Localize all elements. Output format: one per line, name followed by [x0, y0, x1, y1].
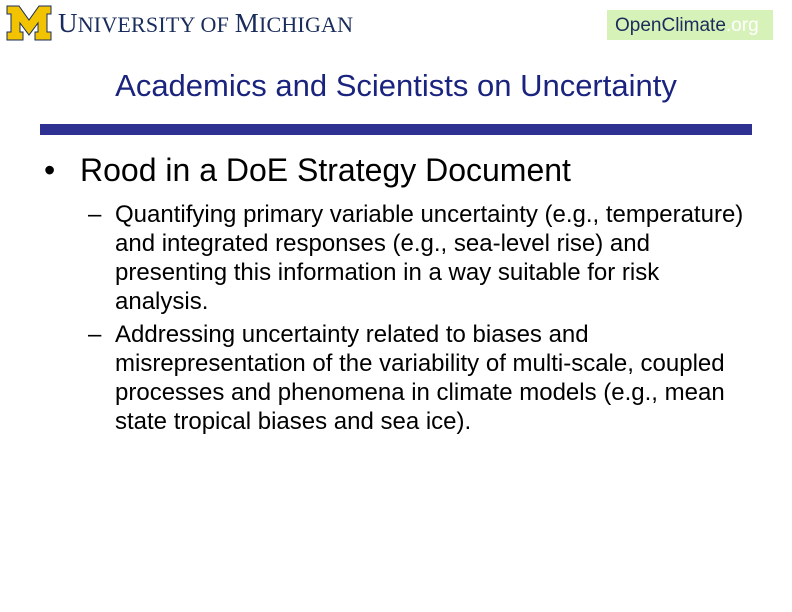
sub-bullet-list — [88, 200, 748, 440]
sub-bullet-item — [88, 200, 748, 316]
openclimate-logo — [607, 10, 773, 40]
main-bullet — [44, 150, 744, 190]
title-divider — [40, 124, 752, 135]
main-bullet-text: Rood in a DoE Strategy Document — [80, 152, 571, 188]
block-m-icon — [6, 5, 52, 41]
openclimate-org-text: .org — [725, 14, 759, 36]
wordmark-cap-m: M — [234, 7, 259, 38]
university-of-michigan-logo — [6, 4, 353, 42]
wordmark-part-1: NIVERSITY OF — [77, 11, 235, 37]
dash-icon: – — [88, 321, 102, 348]
sub-bullet-text: Quantifying primary variable uncertainty (e.g., temperature) and integrated responses (e.g., sea-level rise) and presenting this information in a way suitable for risk analysis. — [115, 201, 744, 315]
bullet-icon: • — [44, 152, 56, 188]
slide-title: Academics and Scientists on Uncertainty — [115, 68, 677, 103]
sub-bullet-item — [88, 320, 748, 436]
openclimate-open-text: Open — [615, 14, 662, 36]
wordmark-cap-u: U — [58, 7, 78, 38]
university-wordmark — [58, 7, 354, 38]
wordmark-part-2: ICHIGAN — [258, 11, 354, 37]
openclimate-climate-text: Climate — [661, 14, 726, 36]
dash-icon: – — [88, 201, 102, 228]
slide-header — [0, 0, 792, 50]
sub-bullet-text: Addressing uncertainty related to biases and misrepresentation of the variability of multi-scale, coupled processes and phenomena in climate models (e.g., mean state tropical biases and sea ice). — [115, 321, 725, 435]
